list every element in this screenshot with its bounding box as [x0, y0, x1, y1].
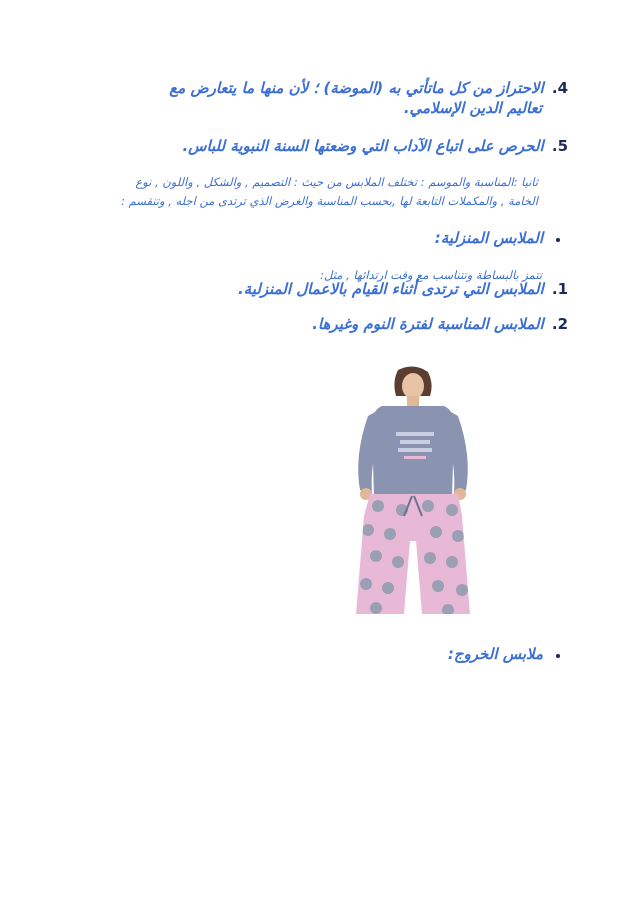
home-clothes-item-1-text: الملابس التي ترتدى أثناء القيام بالاعمال المنزلية.: [237, 280, 544, 298]
home-clothes-item-1: [238, 279, 568, 299]
bullet-home-clothes: [556, 238, 560, 242]
item-5-number: 5.: [551, 137, 568, 155]
bullet-going-out: [556, 654, 560, 658]
home-clothes-heading: الملابس المنزلية:: [434, 229, 543, 247]
home-clothes-description: تتمز بالبساطة وتتناسب مع وقت ارتدائها , مثل:: [320, 268, 542, 282]
home-clothes-item-1-number: 1.: [551, 280, 568, 298]
home-clothes-item-2: [312, 314, 568, 334]
item-5-line: [182, 136, 568, 156]
second-section-line-2: الخامة , والمكملات التابعة لها ,بحسب المناسبة والغرض الذي ترتدى من اجله , وتنقسم :: [121, 194, 538, 208]
item-4-line-1: [169, 78, 568, 98]
pajama-illustration: [330, 366, 498, 614]
home-clothes-item-2-text: الملابس المناسبة لفترة النوم وغيرها.: [312, 315, 544, 333]
pajama-photo: [330, 366, 498, 614]
item-4-text: الاحتراز من كل ماتأتي به (الموضة) ؛ لأن منها ما يتعارض مع: [169, 79, 544, 97]
item-4-number: 4.: [551, 79, 568, 97]
second-section-line-1: ثانيا :المناسبة والموسم : تختلف الملابس من حيث : التصميم , والشكل , واللون , نوع: [135, 175, 538, 189]
item-5-text: الحرص على اتباع الآداب التي وضعتها السنة النبوية للباس.: [182, 137, 544, 155]
home-clothes-item-2-number: 2.: [551, 315, 568, 333]
going-out-heading: ملابس الخروج:: [447, 645, 543, 663]
item-4-line-2: تعاليم الدين الإسلامي.: [403, 99, 542, 117]
